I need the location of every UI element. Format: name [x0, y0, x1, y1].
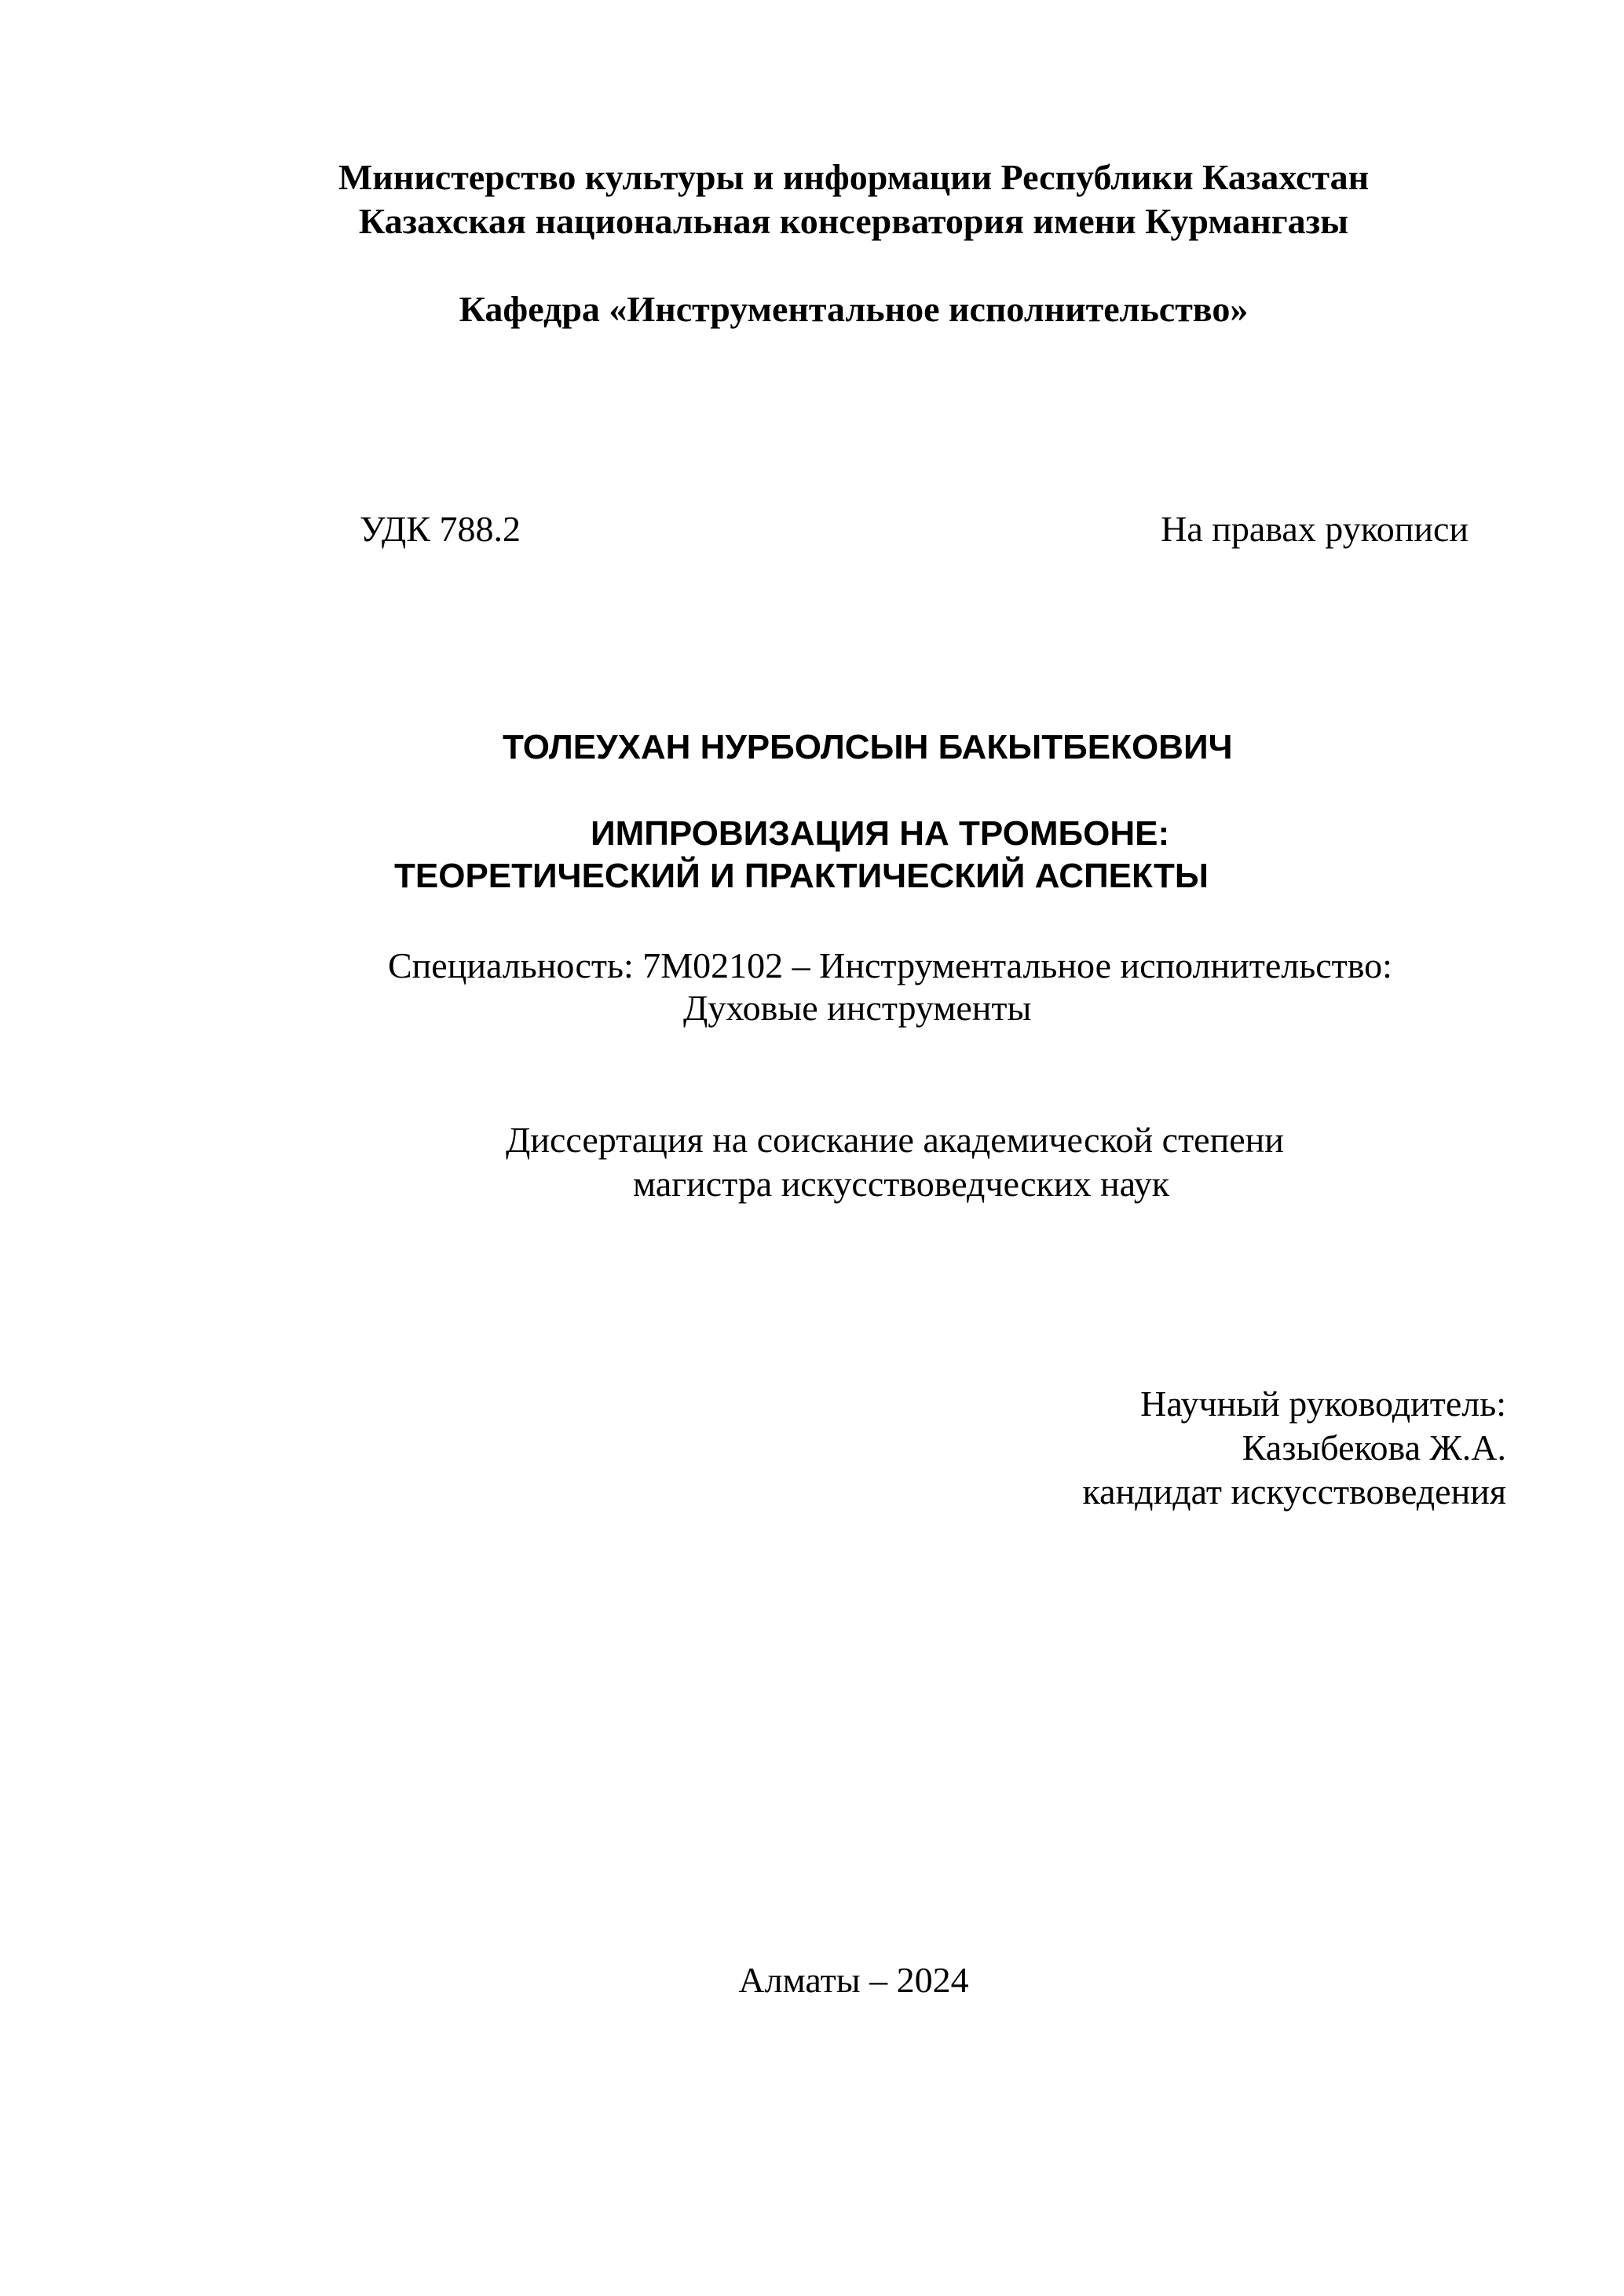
supervisor-name: Казыбекова Ж.А. [1242, 1428, 1506, 1468]
author-name: ТОЛЕУХАН НУРБОЛСЫН БАКЫТБЕКОВИЧ [503, 728, 1233, 766]
city-year: Алматы – 2024 [738, 1960, 969, 2000]
specialty-line-2: Духовые инструменты [683, 988, 1032, 1028]
specialty-line-1: Специальность: 7М02102 – Инструментальное исполнительство: [388, 945, 1392, 985]
supervisor-title: кандидат искусствоведения [1082, 1472, 1506, 1512]
degree-line-2: магистра искусствоведческих наук [633, 1164, 1170, 1204]
rights-notice: На правах рукописи [1161, 509, 1469, 549]
thesis-title-line-1: ИМПРОВИЗАЦИЯ НА ТРОМБОНЕ: [591, 814, 1170, 853]
supervisor-label: Научный руководитель: [1140, 1384, 1506, 1424]
conservatory-line: Казахская национальная консерватория имени Курмангазы [358, 201, 1349, 241]
degree-line-1: Диссертация на соискание академической степени [506, 1120, 1284, 1160]
ministry-line: Министерство культуры и информации Республики Казахстан [338, 157, 1370, 197]
udk-code: УДК 788.2 [360, 509, 521, 549]
department-line: Кафедра «Инструментальное исполнительство» [459, 289, 1249, 329]
thesis-title-line-2: ТЕОРЕТИЧЕСКИЙ И ПРАКТИЧЕСКИЙ АСПЕКТЫ [394, 857, 1209, 895]
